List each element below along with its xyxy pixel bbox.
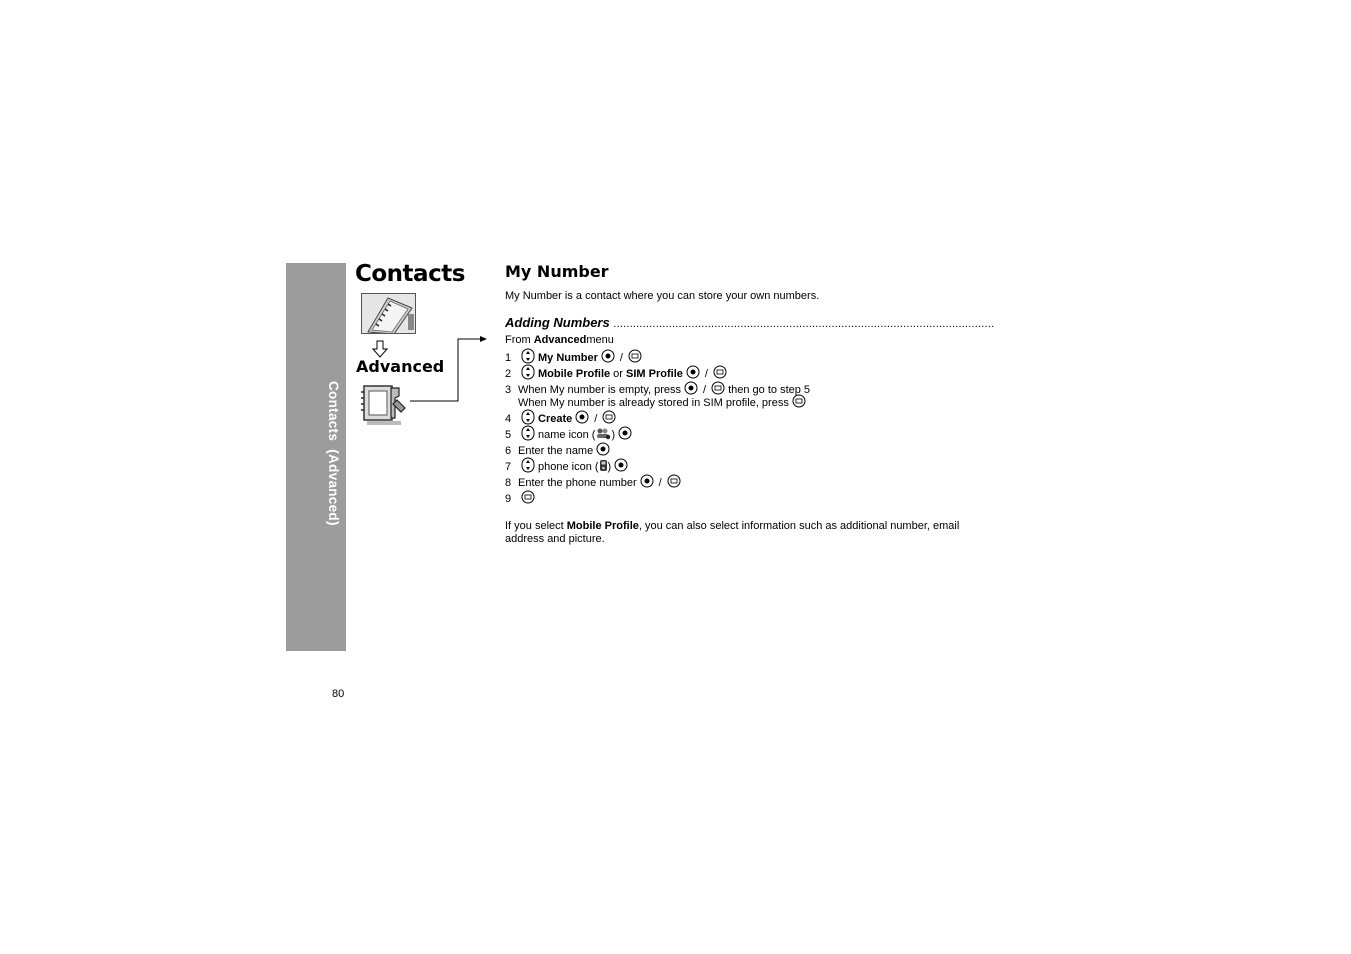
connector-arrow: [409, 334, 489, 409]
page-number: 80: [332, 688, 345, 700]
step-number: 9: [505, 492, 512, 505]
center-select-key-icon: [640, 474, 654, 491]
step-number: 8: [505, 476, 512, 489]
step-number: 7: [505, 460, 512, 473]
side-band-label: Contacts (Advanced): [326, 381, 341, 526]
step-text-a: name icon (: [538, 428, 596, 441]
step-text: Enter the name: [518, 444, 594, 457]
phone-icon: [599, 459, 608, 475]
slash: /: [703, 383, 707, 396]
advanced-tools-icon: [361, 382, 407, 426]
step-number: 2: [505, 367, 512, 380]
step-8: [505, 474, 684, 491]
step-text-a: phone icon (: [538, 460, 599, 473]
step-number: 4: [505, 412, 512, 425]
step-bold-a: Mobile Profile: [538, 367, 611, 380]
from-prefix: From: [505, 334, 531, 346]
slash: /: [704, 367, 708, 380]
page-title: My Number: [505, 262, 609, 281]
advanced-title: Advanced: [356, 357, 445, 376]
note-prefix: If you select: [505, 520, 567, 532]
note-suffix: , you can also select information such as additional number, email address and picture.: [505, 520, 960, 545]
center-select-key-icon: [614, 458, 628, 475]
step-bold: Create: [538, 412, 573, 425]
subheading-text: Adding Numbers: [505, 315, 610, 330]
step-number: 1: [505, 351, 512, 364]
softkey-icon: [792, 394, 806, 411]
leader-dots: .....................................................................................................................: [613, 318, 995, 330]
step-bold: My Number: [538, 351, 598, 364]
from-line: [505, 334, 614, 346]
from-bold: Advanced: [533, 334, 587, 346]
contacts-book-icon: [361, 293, 416, 334]
step-number: 6: [505, 444, 512, 457]
slash: /: [658, 476, 662, 489]
footnote: [505, 520, 985, 546]
step-text-b: ): [611, 428, 616, 441]
subheading: [505, 315, 995, 330]
step-number: 3: [505, 383, 512, 396]
note-bold: Mobile Profile: [566, 520, 639, 532]
step-text-b: ): [607, 460, 612, 473]
softkey-icon: [713, 365, 727, 382]
step-number: 5: [505, 428, 512, 441]
name-icon: [595, 427, 611, 443]
step-text-b: then go to step 5: [728, 383, 811, 396]
step-9: [505, 490, 538, 507]
softkey-icon: [521, 490, 535, 507]
slash: /: [594, 412, 598, 425]
center-select-key-icon: [686, 365, 700, 382]
step-text-a: When My number is empty, press: [518, 383, 682, 396]
step-bold-b: SIM Profile: [626, 367, 683, 380]
step-text-c: When My number is already stored in SIM profile, press: [518, 396, 789, 409]
section-title: Contacts: [355, 261, 465, 287]
center-select-key-icon: [618, 426, 632, 443]
step-text: Enter the phone number: [518, 476, 637, 489]
step-mid: or: [610, 367, 627, 380]
slash: /: [619, 351, 623, 364]
softkey-icon: [667, 474, 681, 491]
intro-text: My Number is a contact where you can store your own numbers.: [505, 290, 820, 302]
from-suffix: menu: [586, 334, 614, 346]
